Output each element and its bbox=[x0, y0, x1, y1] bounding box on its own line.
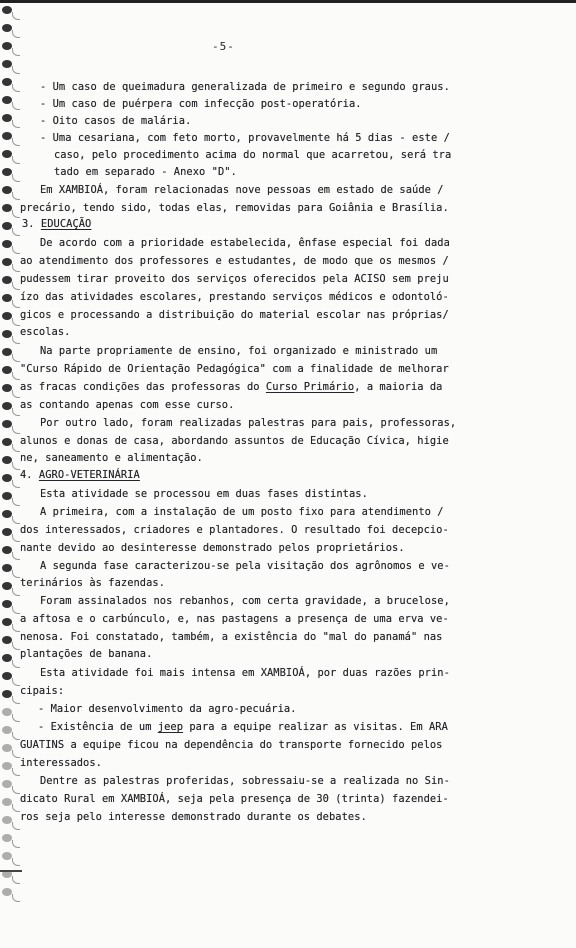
binding-hole bbox=[2, 6, 12, 14]
binding-hole bbox=[2, 150, 12, 158]
text-line: Dentre as palestras proferidas, sobressaiu-se a realizada no Sin- bbox=[40, 775, 450, 787]
text-line: terinários às fazendas. bbox=[20, 577, 166, 589]
binding-hole bbox=[2, 780, 12, 788]
binding-hole bbox=[2, 726, 12, 734]
binding-loop bbox=[12, 858, 20, 866]
binding-loop bbox=[12, 372, 20, 380]
binding-loop bbox=[12, 354, 20, 362]
binding-hole bbox=[2, 798, 12, 806]
binding-hole bbox=[2, 330, 12, 338]
binding-loop bbox=[12, 390, 20, 398]
text-line: as fracas condições das professoras do Curso Primário, a maioria da bbox=[20, 381, 443, 393]
binding-loop bbox=[12, 768, 20, 776]
binding-hole bbox=[2, 474, 12, 482]
binding-hole bbox=[2, 546, 12, 554]
binding-hole bbox=[2, 186, 12, 194]
binding-hole bbox=[2, 222, 12, 230]
binding-hole bbox=[2, 276, 12, 284]
binding-loop bbox=[12, 102, 20, 110]
binding-loop bbox=[12, 822, 20, 830]
binding-hole bbox=[2, 834, 12, 842]
binding-loop bbox=[12, 318, 20, 326]
binding-hole bbox=[2, 528, 12, 536]
text-line: ros seja pelo interesse demonstrado durante os debates. bbox=[20, 811, 367, 823]
binding-hole bbox=[2, 708, 12, 716]
binding-loop bbox=[12, 552, 20, 560]
text-line: - Uma cesariana, com feto morto, provavelmente há 5 dias - este / bbox=[40, 132, 450, 144]
binding-loop bbox=[12, 192, 20, 200]
text-line: caso, pelo procedimento acima do normal que acarretou, será tra bbox=[54, 149, 452, 161]
text-line: Esta atividade se processou em duas fases distintas. bbox=[40, 488, 368, 500]
text-line: "Curso Rápido de Orientação Pedagógica" com a finalidade de melhorar bbox=[20, 363, 449, 375]
binding-hole bbox=[2, 348, 12, 356]
text-line: Na parte propriamente de ensino, foi organizado e ministrado um bbox=[40, 345, 438, 357]
binding-hole bbox=[2, 60, 12, 68]
binding-loop bbox=[12, 660, 20, 668]
text-line: Por outro lado, foram realizadas palestras para pais, professoras, bbox=[40, 417, 457, 429]
binding-hole bbox=[2, 24, 12, 32]
binding-loop bbox=[12, 732, 20, 740]
text-line: A primeira, com a instalação de um posto fixo para atendimento / bbox=[40, 506, 444, 518]
binding-loop bbox=[12, 444, 20, 452]
binding-hole bbox=[2, 42, 12, 50]
binding-hole bbox=[2, 852, 12, 860]
text-line: - Existência de um jeep para a equipe realizar as visitas. Em ARA bbox=[38, 721, 448, 733]
binding-hole bbox=[2, 564, 12, 572]
binding-loop bbox=[12, 408, 20, 416]
binding-hole bbox=[2, 492, 12, 500]
binding-loop bbox=[12, 228, 20, 236]
binding-hole bbox=[2, 438, 12, 446]
binding-loop bbox=[12, 210, 20, 218]
binding-loop bbox=[12, 678, 20, 686]
binding-loop bbox=[12, 642, 20, 650]
binding-loop bbox=[12, 840, 20, 848]
binding-hole bbox=[2, 582, 12, 590]
binding-hole bbox=[2, 510, 12, 518]
text-line: a aftosa e o carbúnculo, e, nas pastagens a presença de uma erva ve- bbox=[20, 613, 449, 625]
text-line: Esta atividade foi mais intensa em XAMBIOÁ, por duas razões prin- bbox=[40, 667, 450, 679]
text-line: 4. AGRO-VETERINÁRIA bbox=[20, 469, 140, 481]
binding-hole bbox=[2, 258, 12, 266]
binding-hole bbox=[2, 366, 12, 374]
text-line: nenosa. Foi constatado, também, a existência do "mal do panamá" nas bbox=[20, 631, 443, 643]
binding-loop bbox=[12, 282, 20, 290]
text-line: Em XAMBIOÁ, foram relacionadas nove pessoas em estado de saúde / bbox=[40, 184, 444, 196]
binding-hole bbox=[2, 690, 12, 698]
text-line: cipais: bbox=[20, 685, 65, 697]
text-line: alunos e donas de casa, abordando assuntos de Educação Cívica, higie bbox=[20, 435, 449, 447]
binding-hole bbox=[2, 384, 12, 392]
binding-loop bbox=[12, 696, 20, 704]
binding-hole bbox=[2, 78, 12, 86]
binding-hole bbox=[2, 294, 12, 302]
binding-hole bbox=[2, 600, 12, 608]
binding-loop bbox=[12, 120, 20, 128]
binding-hole bbox=[2, 204, 12, 212]
binding-loop bbox=[12, 714, 20, 722]
text-line: dos interessados, criadores e plantadores. O resultado foi decepcio- bbox=[20, 524, 449, 536]
binding-hole bbox=[2, 132, 12, 140]
scan-top-edge bbox=[0, 0, 576, 3]
text-line: - Um caso de puérpera com infecção post-operatória. bbox=[40, 98, 362, 110]
binding-loop bbox=[12, 624, 20, 632]
binding-loop bbox=[12, 606, 20, 614]
binding-loop bbox=[12, 894, 20, 902]
text-line: precário, tendo sido, todas elas, removidas para Goiânia e Brasília. bbox=[20, 202, 449, 214]
text-line: - Oito casos de malária. bbox=[40, 115, 192, 127]
text-line: dicato Rural em XAMBIOÁ, seja pela presença de 30 (trinta) fazendei- bbox=[20, 793, 449, 805]
text-line: De acordo com a prioridade estabelecida, ênfase especial foi dada bbox=[40, 237, 450, 249]
binding-loop bbox=[12, 48, 20, 56]
binding-loop bbox=[12, 66, 20, 74]
binding-loop bbox=[12, 786, 20, 794]
binding-hole bbox=[2, 744, 12, 752]
text-line: ao atendimento dos professores e estudantes, de modo que os mesmos / bbox=[20, 255, 449, 267]
text-line: Foram assinalados nos rebanhos, com certa gravidade, a brucelose, bbox=[40, 595, 450, 607]
binding-loop bbox=[12, 462, 20, 470]
text-line: 3. EDUCAÇÃO bbox=[22, 218, 92, 230]
text-line: escolas. bbox=[20, 326, 71, 338]
binding-loop bbox=[12, 570, 20, 578]
text-line: A segunda fase caracterizou-se pela visitação dos agrônomos e ve- bbox=[40, 560, 450, 572]
binding-hole bbox=[2, 420, 12, 428]
binding-hole bbox=[2, 654, 12, 662]
binding-loop bbox=[12, 498, 20, 506]
binding-hole bbox=[2, 762, 12, 770]
binding-loop bbox=[12, 516, 20, 524]
text-line: ne, saneamento e alimentação. bbox=[20, 452, 203, 464]
binding-hole bbox=[2, 672, 12, 680]
page-number: -5- bbox=[212, 40, 235, 53]
text-line: ízo das atividades escolares, prestando serviços médicos e odontoló- bbox=[20, 291, 449, 303]
binding-loop bbox=[12, 426, 20, 434]
binding-loop bbox=[12, 750, 20, 758]
binding-loop bbox=[12, 12, 20, 20]
binding-loop bbox=[12, 246, 20, 254]
text-line: GUATINS a equipe ficou na dependência do transporte fornecido pelos bbox=[20, 739, 443, 751]
binding-hole bbox=[2, 312, 12, 320]
binding-hole bbox=[2, 636, 12, 644]
binding-loop bbox=[12, 300, 20, 308]
binding-loop bbox=[12, 876, 20, 884]
binding-hole bbox=[2, 114, 12, 122]
binding-loop bbox=[12, 588, 20, 596]
binding-loop bbox=[12, 30, 20, 38]
binding-loop bbox=[12, 480, 20, 488]
binding-loop bbox=[12, 138, 20, 146]
text-line: interessados. bbox=[20, 757, 102, 769]
binding-loop bbox=[12, 156, 20, 164]
binding-loop bbox=[12, 174, 20, 182]
text-line: plantações de banana. bbox=[20, 648, 153, 660]
text-line: tado em separado - Anexo "D". bbox=[54, 166, 237, 178]
binding-loop bbox=[12, 336, 20, 344]
binding-hole bbox=[2, 168, 12, 176]
text-line: gicos e processando a distribuição do material escolar nas próprias/ bbox=[20, 309, 449, 321]
text-line: as contando apenas com esse curso. bbox=[20, 399, 235, 411]
text-line: pudessem tirar proveito dos serviços oferecidos pela ACISO sem preju bbox=[20, 273, 449, 285]
binding-loop bbox=[12, 84, 20, 92]
binding-hole bbox=[2, 456, 12, 464]
binding-hole bbox=[2, 240, 12, 248]
binding-hole bbox=[2, 618, 12, 626]
binding-hole bbox=[2, 96, 12, 104]
text-line: nante devido ao desinteresse demonstrado pelos proprietários. bbox=[20, 542, 405, 554]
binding-loop bbox=[12, 534, 20, 542]
text-line: - Maior desenvolvimento da agro-pecuária. bbox=[38, 703, 297, 715]
scan-mark bbox=[0, 870, 22, 872]
binding-loop bbox=[12, 264, 20, 272]
binding-hole bbox=[2, 888, 12, 896]
text-line: - Um caso de queimadura generalizada de primeiro e segundo graus. bbox=[40, 81, 450, 93]
binding-hole bbox=[2, 816, 12, 824]
binding-hole bbox=[2, 402, 12, 410]
binding-loop bbox=[12, 804, 20, 812]
